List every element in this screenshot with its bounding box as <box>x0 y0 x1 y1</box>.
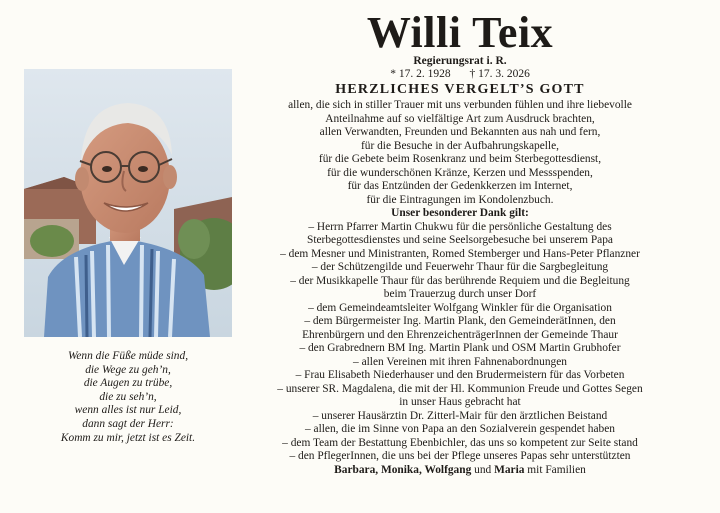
birth-date: * 17. 2. 1928 <box>390 68 451 80</box>
poem-line: die Wege zu geh’n, <box>85 363 171 376</box>
intro-line: für die wunderschönen Kränze, Kerzen und Messspenden, <box>327 166 593 179</box>
intro-line: Anteilnahme auf so vielfältige Art zum Ausdruck brachten, <box>325 112 595 125</box>
poem <box>24 350 232 445</box>
thanks-line: – unserer SR. Magdalena, die mit der Hl. Kommunion Freude und Gottes Segen <box>277 382 643 395</box>
thanks-line: – Frau Elisabeth Niederhauser und den Brudermeistern für das Vorbeten <box>295 369 625 381</box>
thanks-heading: HERZLICHES VERGELT’S GOTT <box>335 82 585 97</box>
portrait-illustration <box>24 69 232 337</box>
thanks-line: – der Musikkapelle Thaur für das berührende Requiem und die Begleitung <box>290 274 630 287</box>
intro-line: für das Entzünden der Gedenkkerzen im Internet, <box>347 180 573 192</box>
special-thanks-heading: Unser besonderer Dank gilt: <box>391 207 529 219</box>
signature <box>232 464 688 478</box>
thanks-line: – Herrn Pfarrer Martin Chukwu für die persönliche Gestaltung des <box>308 220 612 233</box>
thanks-line: Sterbegottesdienstes und seine Seelsorgebesuche bei unserem Papa <box>307 234 613 246</box>
intro-line: für die Gebete beim Rosenkranz und beim Sterbegottesdienst, <box>318 153 602 165</box>
life-dates <box>230 67 690 81</box>
thanks-line: – dem Mesner und Ministranten, Romed Stemberger und Hans-Peter Pflanzner <box>280 247 640 260</box>
signature-and: und <box>471 463 495 476</box>
intro-line: allen, die sich in stiller Trauer mit uns verbunden fühlen und ihre liebevolle <box>288 99 632 111</box>
death-date: † 17. 3. 2026 <box>469 68 530 80</box>
poem-line: Komm zu mir, jetzt ist es Zeit. <box>60 431 196 444</box>
thanks-line: – den Grabrednern BM Ing. Martin Plank und OSM Martin Grubhofer <box>299 342 621 354</box>
signature-names: Barbara, Monika, Wolfgang <box>334 463 472 476</box>
poem-line: Wenn die Füße müde sind, <box>67 350 189 362</box>
poem-line: dann sagt der Herr: <box>82 417 174 430</box>
thanks-line: – der Schützengilde und Feuerwehr Thaur für die Sargbegleitung <box>311 261 609 273</box>
intro-line: für die Eintragungen im Kondolenzbuch. <box>366 193 554 206</box>
thanks-line: Ehrenbürgern und den EhrenzeichenträgerInnen der Gemeinde Thaur <box>302 328 618 341</box>
thanks-line: – allen, die im Sinne von Papa an den Sozialverein gespendet haben <box>305 423 615 435</box>
signature-name-last: Maria <box>494 463 525 476</box>
portrait-photo <box>24 69 232 337</box>
thanks-line: beim Trauerzug durch unser Dorf <box>383 288 537 300</box>
thanks-line: – dem Team der Bestattung Ebenbichler, das uns so kompetent zur Seite stand <box>282 436 638 449</box>
deceased-name: Willi Teix <box>366 8 554 57</box>
thanks-line: – dem Gemeindeamtsleiter Wolfgang Winkler für die Organisation <box>308 301 612 314</box>
thanks-line: in unser Haus gebracht hat <box>399 396 521 408</box>
thanks-line: – unserer Hausärztin Dr. Zitterl-Mair für den ärztlichen Beistand <box>312 409 608 422</box>
signature-suffix: mit Familien <box>524 463 586 476</box>
poem-line: die zu seh’n, <box>99 390 157 403</box>
intro-line: allen Verwandten, Freunden und Bekannten aus nah und fern, <box>319 126 601 138</box>
thanks-line: – den PflegerInnen, die uns bei der Pflege unseres Papas sehr unterstützten <box>289 450 631 462</box>
poem-line: wenn alles ist nur Leid, <box>74 404 182 417</box>
intro-line: für die Besuche in der Aufbahrungskapelle, <box>360 139 559 152</box>
deceased-title: Regierungsrat i. R. <box>413 55 507 67</box>
thanks-text <box>232 99 688 477</box>
thanks-line: – allen Vereinen mit ihren Fahnenabordnungen <box>353 355 567 368</box>
thanks-line: – dem Bürgermeister Ing. Martin Plank, den GemeinderätInnen, den <box>304 315 616 327</box>
poem-line: die Augen zu trübe, <box>83 377 173 390</box>
